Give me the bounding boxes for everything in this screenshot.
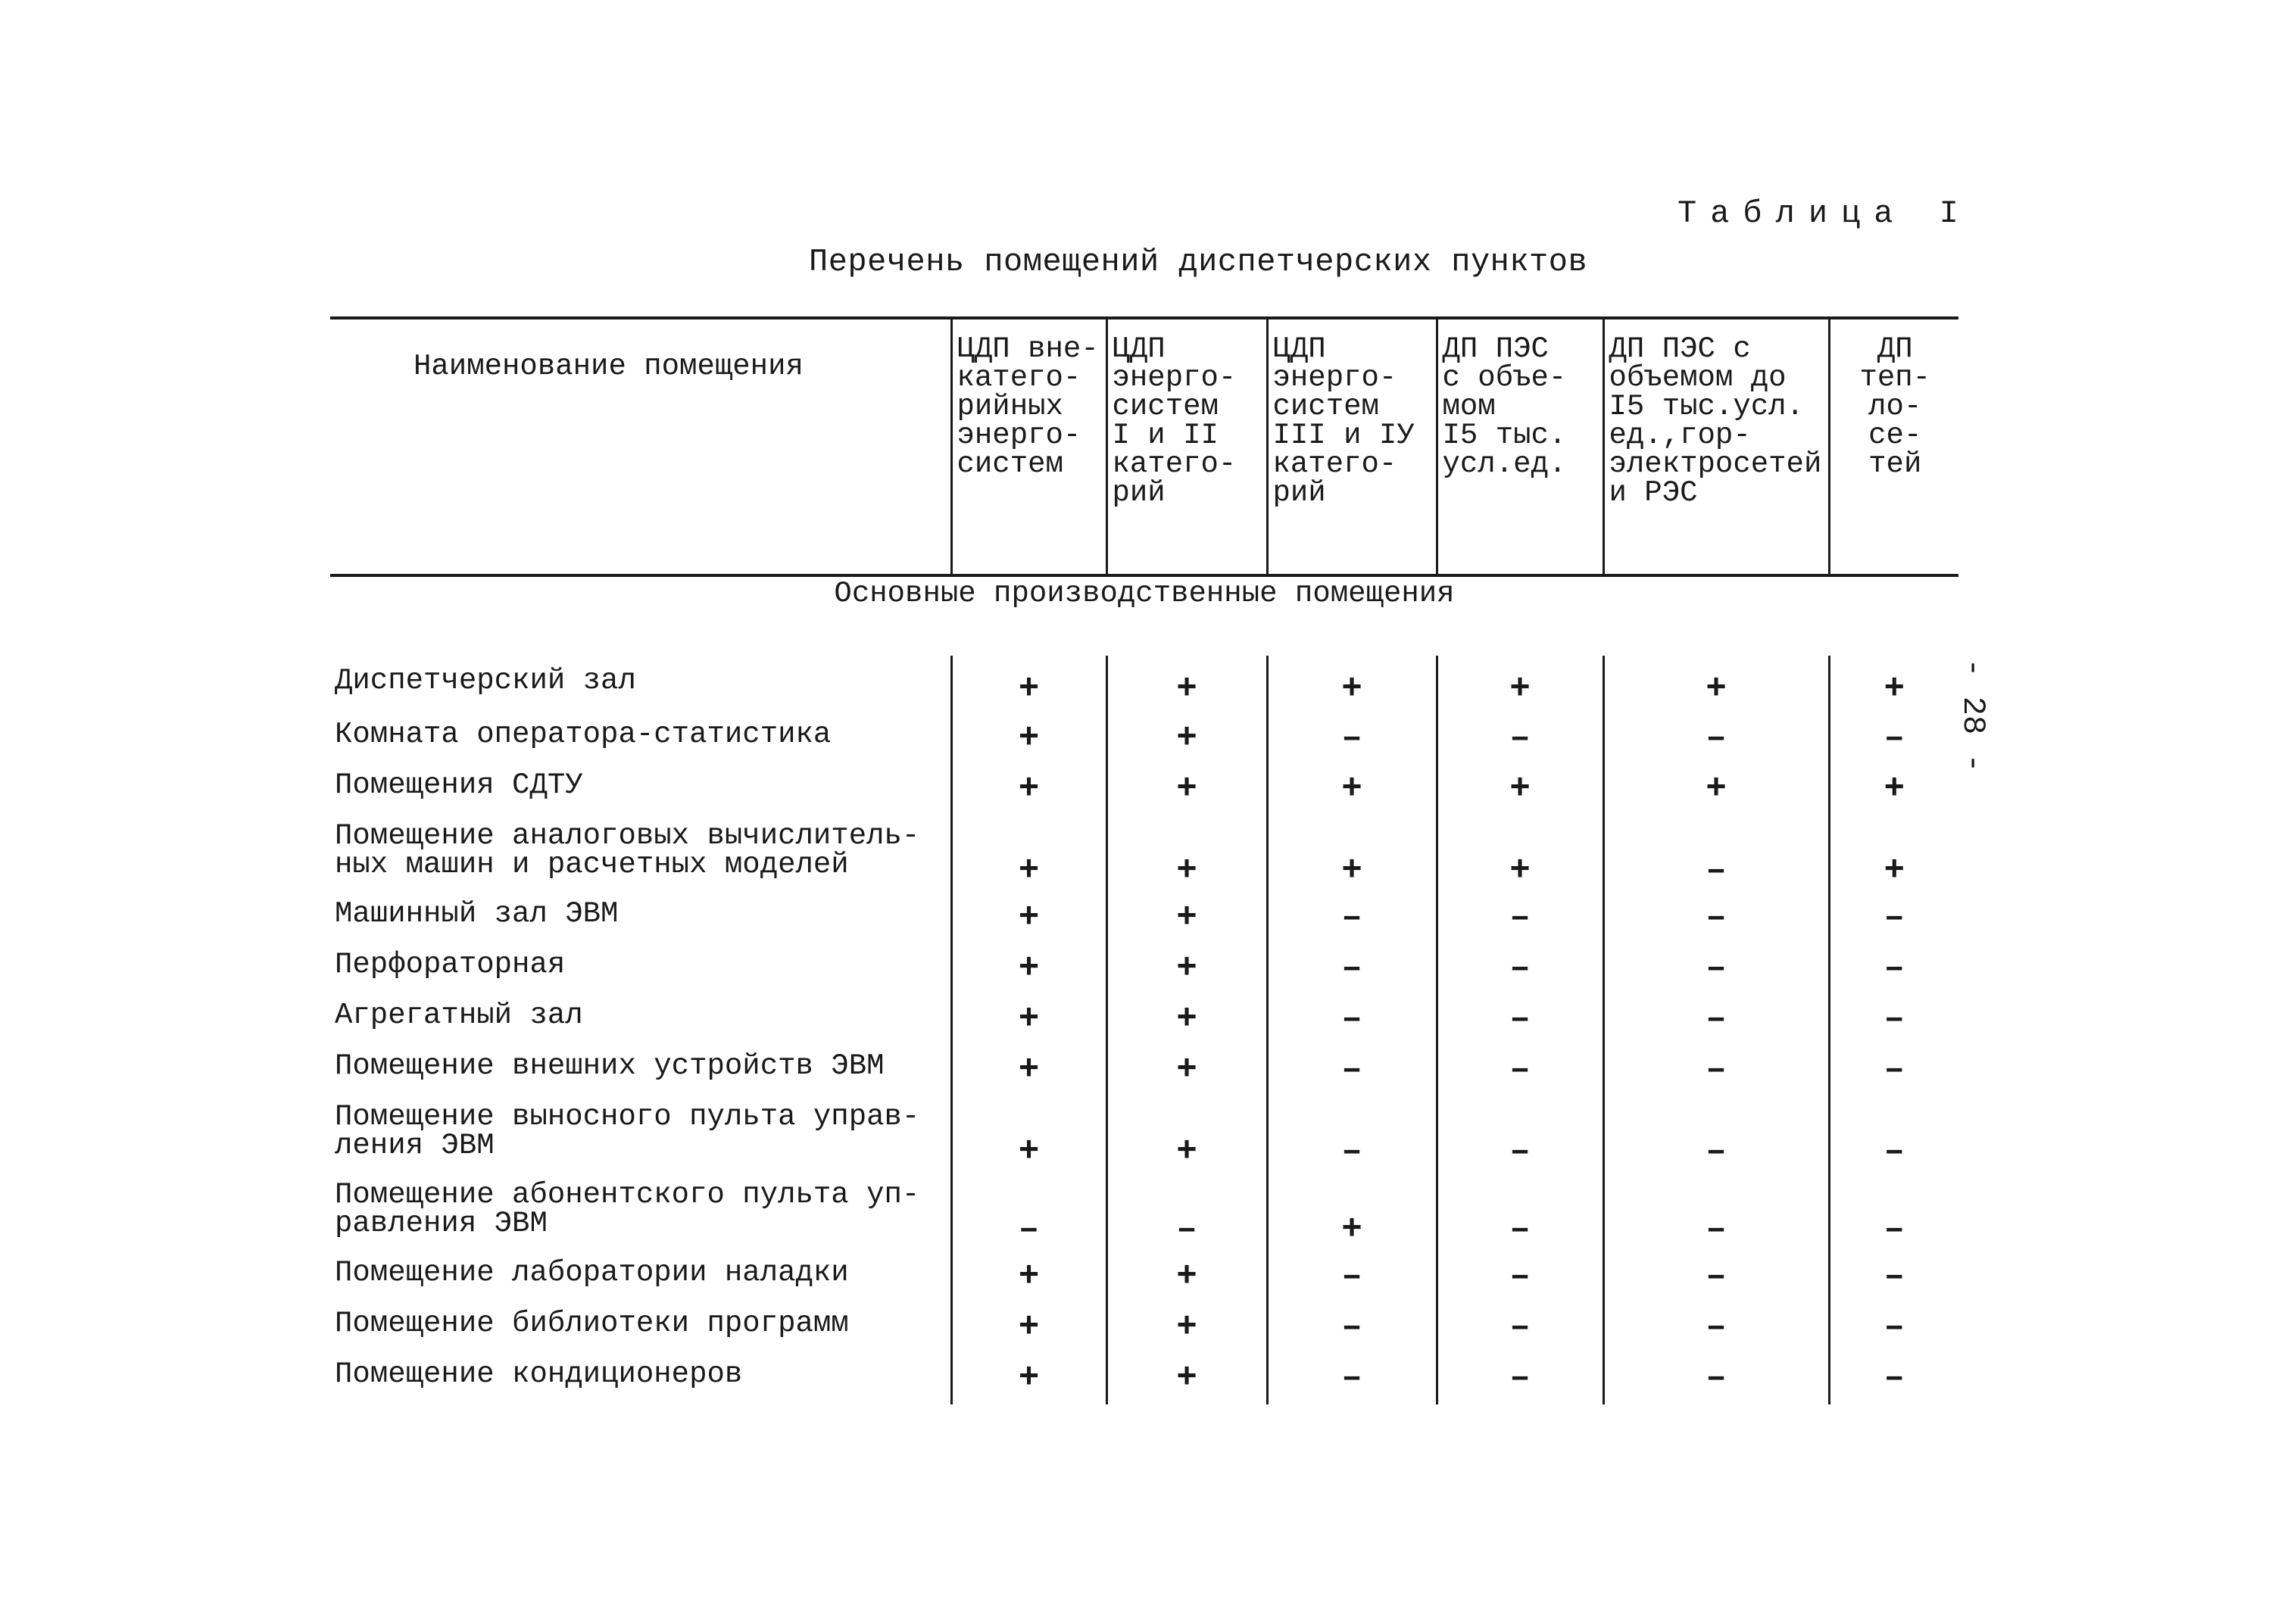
room-name: Диспетчерский зал <box>335 664 636 697</box>
mark-cell-col-4: + <box>1437 765 1603 815</box>
mark-cell-col-5: – <box>1603 893 1829 944</box>
header-col-6: ДП теп- ло- се- тей <box>1829 318 1958 575</box>
mark-cell-col-1: + <box>951 1252 1106 1303</box>
mark-cell-col-4: – <box>1437 944 1603 995</box>
room-name: Машинный зал ЭВМ <box>335 897 619 930</box>
mark-cell-col-6: – <box>1829 944 1958 995</box>
mark-cell-col-6: + <box>1829 656 1958 714</box>
section-row <box>330 575 1958 656</box>
mark-cell-col-4: – <box>1437 1354 1603 1404</box>
premises-table <box>330 316 1958 1404</box>
table-row <box>330 1252 1958 1303</box>
mark-cell-col-1: – <box>951 1174 1106 1252</box>
mark-cell-col-3: – <box>1267 995 1437 1046</box>
mark-cell-col-6: + <box>1829 765 1958 815</box>
mark-cell-col-1: + <box>951 656 1106 714</box>
mark-cell-col-2: + <box>1106 1046 1267 1096</box>
mark-cell-col-6: – <box>1829 1046 1958 1096</box>
mark-cell-col-6: – <box>1829 714 1958 765</box>
mark-cell-col-5: + <box>1603 656 1829 714</box>
table-row <box>330 1046 1958 1096</box>
table-row <box>330 1174 1958 1252</box>
mark-cell-col-3: – <box>1267 1096 1437 1174</box>
header-col-4: ДП ПЭС с объе- мом I5 тыс. усл.ед. <box>1437 318 1603 575</box>
mark-cell-col-6: – <box>1829 1252 1958 1303</box>
table-row <box>330 815 1958 893</box>
mark-cell-col-4: – <box>1437 1252 1603 1303</box>
header-col-1: ЦДП вне- катего- рийных энерго- систем <box>951 318 1106 575</box>
mark-cell-col-5: – <box>1603 995 1829 1046</box>
mark-cell-col-4: + <box>1437 815 1603 893</box>
mark-cell-col-4: + <box>1437 656 1603 714</box>
mark-cell-col-3: – <box>1267 1252 1437 1303</box>
table-row <box>330 1354 1958 1404</box>
room-name: Помещение аналоговых вычислитель- ных машин и расчетных моделей <box>335 819 920 881</box>
mark-cell-col-2: + <box>1106 1096 1267 1174</box>
mark-cell-col-3: – <box>1267 1303 1437 1354</box>
mark-cell-col-1: + <box>951 765 1106 815</box>
mark-cell-col-1: + <box>951 995 1106 1046</box>
mark-cell-col-6: – <box>1829 1354 1958 1404</box>
mark-cell-col-2: + <box>1106 944 1267 995</box>
mark-cell-col-3: – <box>1267 893 1437 944</box>
mark-cell-col-5: – <box>1603 1174 1829 1252</box>
mark-cell-col-1: + <box>951 893 1106 944</box>
mark-cell-col-2: – <box>1106 1174 1267 1252</box>
mark-cell-col-3: + <box>1267 765 1437 815</box>
mark-cell-col-5: – <box>1603 1252 1829 1303</box>
mark-cell-col-5: – <box>1603 815 1829 893</box>
header-name: Наименование помещения <box>330 318 951 575</box>
mark-cell-col-4: – <box>1437 1174 1603 1252</box>
mark-cell-col-6: – <box>1829 995 1958 1046</box>
table-row <box>330 893 1958 944</box>
room-name: Помещение кондиционеров <box>335 1357 743 1391</box>
mark-cell-col-2: + <box>1106 815 1267 893</box>
mark-cell-col-4: – <box>1437 995 1603 1046</box>
room-name: Помещение внешних устройств ЭВМ <box>335 1049 885 1083</box>
mark-cell-col-1: + <box>951 714 1106 765</box>
table-title: Перечень помещений диспетчерских пунктов <box>809 244 1588 280</box>
room-name: Помещение абонентского пульта уп- равления ЭВМ <box>335 1178 920 1240</box>
room-name: Помещение библиотеки программ <box>335 1307 849 1340</box>
mark-cell-col-3: + <box>1267 656 1437 714</box>
header-col-5: ДП ПЭС с объемом до I5 тыс.усл. ед.,гор- электросетей и РЭС <box>1603 318 1829 575</box>
mark-cell-col-5: – <box>1603 1096 1829 1174</box>
mark-cell-col-1: + <box>951 1096 1106 1174</box>
mark-cell-col-3: – <box>1267 944 1437 995</box>
mark-cell-col-5: – <box>1603 1354 1829 1404</box>
mark-cell-col-2: + <box>1106 1303 1267 1354</box>
mark-cell-col-3: – <box>1267 1354 1437 1404</box>
mark-cell-col-3: + <box>1267 1174 1437 1252</box>
mark-cell-col-5: + <box>1603 765 1829 815</box>
mark-cell-col-4: – <box>1437 714 1603 765</box>
table-row <box>330 995 1958 1046</box>
mark-cell-col-6: – <box>1829 1174 1958 1252</box>
mark-cell-col-5: – <box>1603 1046 1829 1096</box>
table-row <box>330 656 1958 714</box>
mark-cell-col-2: + <box>1106 714 1267 765</box>
mark-cell-col-5: – <box>1603 944 1829 995</box>
mark-cell-col-6: – <box>1829 893 1958 944</box>
mark-cell-col-2: + <box>1106 765 1267 815</box>
mark-cell-col-4: – <box>1437 1096 1603 1174</box>
mark-cell-col-2: + <box>1106 1252 1267 1303</box>
table-row <box>330 944 1958 995</box>
mark-cell-col-1: + <box>951 1354 1106 1404</box>
mark-cell-col-4: – <box>1437 893 1603 944</box>
table-label: Таблица I <box>1677 195 1972 232</box>
table-row <box>330 1303 1958 1354</box>
mark-cell-col-6: – <box>1829 1303 1958 1354</box>
room-name: Агрегатный зал <box>335 999 583 1032</box>
table-row <box>330 765 1958 815</box>
mark-cell-col-1: + <box>951 944 1106 995</box>
room-name: Помещение выносного пульта управ- ления ЭВМ <box>335 1100 920 1162</box>
header-col-3: ЦДП энерго- систем III и IУ катего- рий <box>1267 318 1437 575</box>
room-name: Помещение лаборатории наладки <box>335 1256 849 1289</box>
mark-cell-col-4: – <box>1437 1046 1603 1096</box>
table-row <box>330 714 1958 765</box>
table-row <box>330 1096 1958 1174</box>
mark-cell-col-6: + <box>1829 815 1958 893</box>
header-col-2: ЦДП энерго- систем I и II катего- рий <box>1106 318 1267 575</box>
mark-cell-col-5: – <box>1603 1303 1829 1354</box>
section-title: Основные производственные помещения <box>834 577 1455 610</box>
mark-cell-col-2: + <box>1106 995 1267 1046</box>
mark-cell-col-3: + <box>1267 815 1437 893</box>
mark-cell-col-4: – <box>1437 1303 1603 1354</box>
mark-cell-col-5: – <box>1603 714 1829 765</box>
mark-cell-col-2: + <box>1106 893 1267 944</box>
mark-cell-col-1: + <box>951 1046 1106 1096</box>
mark-cell-col-1: + <box>951 1303 1106 1354</box>
mark-cell-col-6: – <box>1829 1096 1958 1174</box>
mark-cell-col-3: – <box>1267 1046 1437 1096</box>
page-number: - 28 - <box>1955 658 1991 773</box>
table-header-row <box>330 318 1958 575</box>
room-name: Перфораторная <box>335 948 566 981</box>
room-name: Комната оператора-статистика <box>335 718 832 751</box>
mark-cell-col-1: + <box>951 815 1106 893</box>
room-name: Помещения СДТУ <box>335 768 583 802</box>
mark-cell-col-2: + <box>1106 1354 1267 1404</box>
mark-cell-col-3: – <box>1267 714 1437 765</box>
mark-cell-col-2: + <box>1106 656 1267 714</box>
